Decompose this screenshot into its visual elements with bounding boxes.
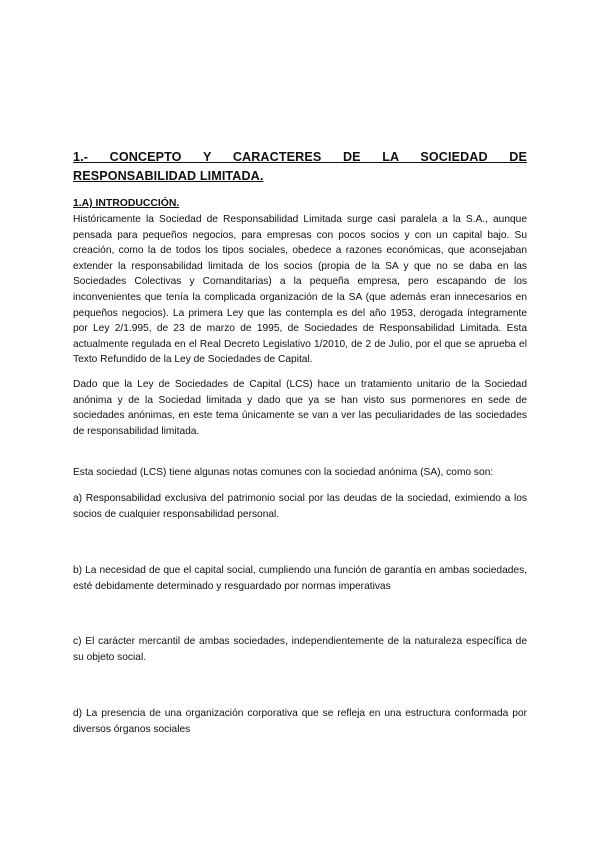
- paragraph-lcs-treatment: Dado que la Ley de Sociedades de Capital (LCS) hace un tratamiento unitario de la Sociedad anónima y de la Sociedad limitada y dado que ya se han visto sus pormenores en sede de sociedades anónimas, en este tema únicamente se van a ver las peculiaridades de las sociedades de responsabilidad limitada.: [73, 378, 527, 437]
- list-item-c: c) El carácter mercantil de ambas sociedades, independientemente de la naturaleza específica de su objeto social.: [73, 636, 527, 663]
- list-item-a: a) Responsabilidad exclusiva del patrimonio social por las deudas de la sociedad, eximiendo a los socios de cualquier responsabilidad personal.: [73, 492, 527, 520]
- subsection-title: 1.A) INTRODUCCIÓN.: [73, 198, 180, 209]
- paragraph-history: Históricamente la Sociedad de Responsabilidad Limitada surge casi paralela a la S.A., aunque pensada para pequeños negocios, para empresas con pocos socios y con un capital bajo. Su creación, como la de todos los tipos sociales, obedece a razones económicas, que aconsejaban extender la responsabilidad limitada de los socios (propia de la SA y que no se daba en las Sociedades Colectivas y Comanditarias) a la pequeña empresa, pero escapando de los inconvenientes que tenía la complicada organización de la SA (que además eran innecesarios en pequeños negocios). La primera Ley que las contempla es del año 1953, derogada íntegramente por Ley 2/1.995, de 23 de marzo de 1995, de Sociedades de Responsabilidad Limitada. Esta actualmente regulada en el Real Decreto Legislativo 1/2010, de 2 de Julio, por el que se aprueba el Texto Refundido de la Ley de Sociedades de Capital.: [73, 214, 527, 366]
- section-title: 1.- CONCEPTO Y CARACTERES DE LA SOCIEDAD DE RESPONSABILIDAD LIMITADA.: [73, 150, 527, 183]
- list-item-d: d) La presencia de una organización corporativa que se refleja en una estructura conformada por diversos órganos sociales: [73, 708, 527, 736]
- paragraph-common-notes-intro: Esta sociedad (LCS) tiene algunas notas comunes con la sociedad anónima (SA), como son:: [73, 467, 494, 479]
- document-body: [73, 148, 527, 738]
- list-item-b: b) La necesidad de que el capital social, cumpliendo una función de garantía en ambas sociedades, esté debidamente determinado y resguardado por normas imperativas: [73, 565, 527, 592]
